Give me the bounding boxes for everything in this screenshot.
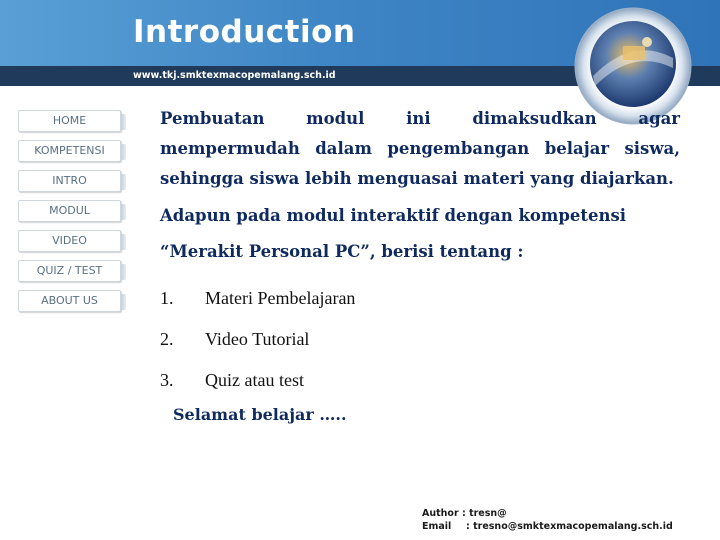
list-item xyxy=(160,360,680,401)
list-text: Materi Pembelajaran xyxy=(205,288,356,308)
scope-paragraph: Adapun pada modul interaktif dengan kompetensi “Merakit Personal PC”, berisi tentang : xyxy=(160,206,627,261)
author-label: Author : xyxy=(422,508,466,519)
nav-quiz-button[interactable]: QUIZ / TEST xyxy=(18,260,121,282)
list-number: 3. xyxy=(160,370,174,390)
email-value: : tresno@smktexmacopemalang.sch.id xyxy=(466,521,673,532)
site-url: www.tkj.smktexmacopemalang.sch.id xyxy=(133,70,336,81)
list-text: Video Tutorial xyxy=(205,329,310,349)
list-number: 1. xyxy=(160,288,174,308)
nav-home-button[interactable]: HOME xyxy=(18,110,121,132)
page-title: Introduction xyxy=(133,14,356,50)
list-number: 2. xyxy=(160,329,174,349)
main-content xyxy=(160,104,680,401)
email-label: Email xyxy=(422,521,452,532)
nav-about-button[interactable]: ABOUT US xyxy=(18,290,121,312)
intro-paragraph: Pembuatan modul ini dimaksudkan agar mempermudah dalam pengembangan belajar siswa, sehingga siswa lebih menguasai materi yang diajarkan. xyxy=(160,109,680,188)
list-text: Quiz atau test xyxy=(205,370,304,390)
sidebar-nav xyxy=(18,110,122,320)
nav-kompetensi-button[interactable]: KOMPETENSI xyxy=(18,140,121,162)
author-info xyxy=(422,507,673,533)
topic-list xyxy=(160,278,680,401)
author-value: tresn@ xyxy=(469,508,507,519)
nav-modul-button[interactable]: MODUL xyxy=(18,200,121,222)
list-item xyxy=(160,319,680,360)
nav-video-button[interactable]: VIDEO xyxy=(18,230,121,252)
nav-intro-button[interactable]: INTRO xyxy=(18,170,121,192)
closing-text: Selamat belajar ….. xyxy=(173,405,347,424)
list-item xyxy=(160,278,680,319)
